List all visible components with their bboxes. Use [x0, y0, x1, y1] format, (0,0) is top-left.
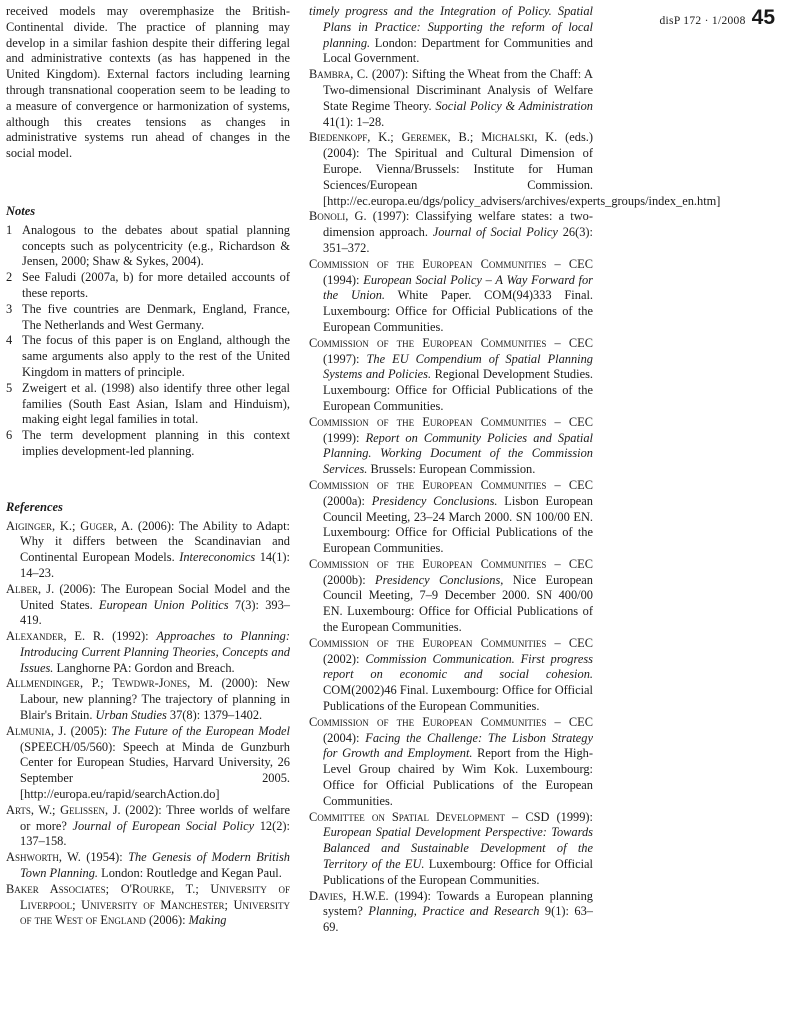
reference-source: Lisbon European Council Meeting, 23–24 March 2000. SN 100/00 EN. Luxembourg: Office for Official Publications of the European Communities.	[323, 493, 593, 556]
reference-entry	[6, 676, 290, 723]
reference-title: European Spatial Development Perspective: Towards Balanced and Sustainable Development of the Territory of the EU.	[323, 825, 593, 872]
reference-title: Presidency Conclusions.	[371, 493, 498, 508]
reference-source: 26(3): 351–372.	[323, 225, 593, 255]
reference-details: – CEC (1994):	[323, 256, 593, 287]
note-number: 3	[6, 301, 13, 316]
note-text: See Faludi (2007a, b) for more detailed accounts of these reports.	[22, 270, 290, 300]
journal-issue: disP 172 · 1/2008	[659, 15, 746, 27]
reference-title: The Genesis of Modern British Town Planning.	[20, 850, 290, 881]
notes-section	[6, 204, 290, 460]
reference-authors: Aiginger, K.; Guger, A.	[6, 518, 134, 533]
reference-title: Presidency Conclusions,	[375, 572, 504, 587]
reference-entry	[309, 557, 593, 636]
reference-authors: Commission of the European Communities	[309, 556, 547, 571]
reference-source: COM(2002)46 Final. Luxembourg: Office for Official Publications of the European Communities.	[323, 683, 593, 714]
reference-entry	[309, 67, 593, 130]
reference-authors: Alexander, E. R.	[6, 629, 105, 644]
reference-authors: Commission of the European Communities	[309, 477, 547, 492]
reference-authors: Alber, J.	[6, 581, 55, 596]
reference-source: (SPEECH/05/560): Speech at Minda de Gunzburh Center for European Studies, Harvard University, 26 September 2005. [http://europa.eu/rapid/searchAction.do]	[20, 739, 290, 802]
reference-authors: Ashworth, W.	[6, 850, 81, 865]
reference-authors: Commission of the European Communities	[309, 714, 547, 729]
reference-entry	[309, 4, 593, 67]
reference-details: (1994): Towards a European planning system?	[323, 888, 593, 919]
reference-authors: Bonoli, G.	[309, 209, 367, 224]
reference-authors: Baker Associates; O'Rourke, T.; University of Liverpool; University of Manchester; University of the West of England	[6, 881, 290, 928]
references-list-left	[6, 519, 290, 930]
reference-details: (1997): Classifying welfare states: a two-dimension approach.	[323, 209, 593, 240]
page-number: 45	[751, 6, 775, 29]
reference-title: Social Policy & Administration	[435, 98, 593, 113]
reference-source: Brussels: European Commission.	[367, 462, 536, 477]
reference-title: Intereconomics	[179, 550, 256, 565]
reference-source: 14(1): 14–23.	[20, 550, 290, 580]
note-item	[6, 428, 290, 460]
reference-entry	[309, 130, 721, 209]
reference-source: 37(8): 1379–1402.	[166, 708, 263, 723]
reference-entry	[309, 715, 593, 810]
reference-title: Journal of Social Policy	[432, 225, 558, 240]
reference-authors: Arts, W.; Gelissen, J.	[6, 802, 121, 817]
reference-title: Approaches to Planning: Introducing Current Planning Theories, Concepts and Issues.	[20, 629, 291, 675]
reference-source: 12(2): 137–158.	[20, 818, 290, 849]
references-heading: References	[6, 499, 63, 514]
reference-entry	[309, 257, 593, 336]
reference-source: Report from the High-Level Group chaired by Wim Kok. Luxembourg: Office for Official Publications of the European Communities.	[323, 746, 593, 808]
note-item	[6, 223, 290, 270]
reference-authors: Almunia, J.	[6, 723, 67, 738]
reference-authors: Allmendinger, P.; Tewdwr-Jones, M.	[6, 676, 213, 691]
reference-entry	[309, 810, 593, 889]
note-item	[6, 302, 290, 334]
reference-details: – CEC (2000a):	[323, 477, 593, 508]
note-text: Analogous to the debates about spatial planning concepts such as polycentricity (e.g., Richardson & Jensen, 2000; Shaw & Sykes, 2004).	[22, 222, 290, 269]
running-header	[660, 6, 776, 30]
body-paragraph: received models may overemphasize the British-Continental divide. The practice of planning may develop in a similar fashion despite their differing legal and administrative contexts (as has happened in the United Kingdom). External factors including learning through transnational cooperation seem to be leading to a measure of convergence or harmonization of systems, although this creates tensions as changes in administrative systems run ahead of changes in the social model.	[6, 4, 290, 161]
left-column	[6, 4, 290, 929]
reference-entry	[6, 850, 290, 882]
reference-title: European Social Policy – A Way Forward for the Union.	[323, 272, 594, 303]
reference-title: Planning, Practice and Research	[368, 904, 540, 919]
reference-authors: Committee on Spatial Development	[309, 809, 505, 824]
note-text: Zweigert et al. (1998) also identify three other legal families (South East Asian, Islam and Hinduism), making eight legal families in total.	[22, 380, 290, 427]
note-item	[6, 270, 290, 302]
reference-source: White Paper. COM(94)333 Final. Luxembourg: Office for Official Publications of the European Communities.	[323, 288, 593, 334]
reference-source: Langhorne PA: Gordon and Breach.	[53, 660, 235, 675]
reference-entry	[309, 889, 593, 936]
reference-title: Urban Studies	[95, 708, 167, 723]
reference-entry	[309, 336, 593, 415]
reference-title: The Future of the European Model	[111, 723, 291, 738]
reference-entry	[6, 882, 290, 929]
reference-authors: Commission of the European Communities	[309, 335, 547, 350]
reference-title: timely progress and the Integration of Policy. Spatial Plans in Practice: Supporting the reform of local planning.	[309, 4, 593, 50]
reference-title: European Union Politics	[98, 597, 229, 612]
reference-details: – CEC (1999):	[323, 414, 593, 445]
reference-details: – CEC (2004):	[323, 714, 593, 745]
reference-authors: Commission of the European Communities	[309, 414, 547, 429]
note-number: 6	[6, 428, 13, 443]
reference-source: 41(1): 1–28.	[323, 114, 385, 129]
note-text: The term development planning in this context implies development-led planning.	[22, 428, 290, 458]
reference-entry	[309, 415, 593, 478]
reference-details: (1992):	[104, 629, 157, 644]
reference-source: London: Department for Communities and Local Government.	[323, 35, 593, 66]
reference-entry	[309, 636, 593, 715]
reference-details: (2002): Three worlds of welfare or more?	[20, 802, 290, 833]
reference-entry	[6, 629, 290, 676]
reference-source: London: Routledge and Kegan Paul.	[98, 866, 282, 881]
reference-details: (eds.) (2004): The Spiritual and Cultural Dimension of Europe. Vienna/Brussels: Institute for Human Sciences/European Commission. [http://ec.europa.eu/dgs/policy_advisers/archives/experts_groups/index_en.htm]	[323, 130, 721, 208]
reference-source: 7(3): 393–419.	[20, 597, 290, 628]
reference-authors: Davies, H.W.E.	[309, 888, 389, 903]
note-item	[6, 333, 290, 380]
reference-details: (2006): The Ability to Adapt: Why it differs between the Scandinavian and Continental European Models.	[20, 518, 291, 565]
reference-details: – CEC (2002):	[323, 635, 593, 666]
reference-source: Luxembourg: Office for Official Publications of the European Communities.	[323, 857, 593, 887]
reference-details: (2006): The European Social Model and the United States.	[20, 581, 290, 612]
reference-source: Regional Development Studies. Luxembourg: Office for Official Publications of the European Communities.	[323, 367, 593, 413]
reference-details: (2000): New Labour, new planning? The trajectory of planning in Blair's Britain.	[20, 676, 290, 723]
reference-authors: Bambra, C.	[309, 67, 369, 82]
reference-details: (2007): Sifting the Wheat from the Chaff: A Two-dimensional Discriminant Analysis of Welfare State Regime Theory.	[323, 67, 593, 113]
reference-details: – CEC (1997):	[323, 335, 593, 366]
note-number: 4	[6, 333, 13, 348]
reference-details: (1954):	[80, 850, 129, 865]
reference-entry	[6, 519, 290, 582]
reference-authors: Commission of the European Communities	[309, 635, 547, 650]
reference-title: Report on Community Policies and Spatial Planning. Working Document of the Commission Services.	[323, 430, 593, 477]
reference-source: Nice European Council Meeting, 7–9 December 2000. SN 400/00 EN. Luxembourg: Office for Official Publications of the European Communities.	[323, 572, 593, 635]
reference-entry	[6, 582, 290, 629]
reference-details: – CEC (2000b):	[323, 556, 593, 587]
reference-entry	[6, 803, 290, 850]
note-number: 1	[6, 222, 13, 237]
reference-entry	[309, 478, 593, 557]
reference-authors: Biedenkopf, K.; Geremek, B.; Michalski, K.	[309, 130, 558, 145]
reference-title: Facing the Challenge: The Lisbon Strategy for Growth and Employment.	[323, 730, 593, 761]
reference-authors: Commission of the European Communities	[309, 256, 547, 271]
note-number: 2	[6, 270, 13, 285]
notes-list	[6, 223, 290, 460]
reference-title: Making	[188, 913, 227, 928]
note-item	[6, 381, 290, 428]
note-text: The five countries are Denmark, England, France, The Netherlands and West Germany.	[22, 301, 290, 332]
reference-title: Journal of European Social Policy	[72, 818, 255, 833]
reference-details: – CSD (1999):	[504, 809, 593, 824]
notes-heading: Notes	[6, 203, 36, 218]
reference-source: 9(1): 63–69.	[323, 904, 593, 935]
reference-entry	[309, 209, 593, 256]
reference-details: (2005):	[66, 723, 112, 738]
note-text: The focus of this paper is on England, although the same arguments also apply to the rest of the United Kingdom in matters of principle.	[22, 333, 290, 379]
references-section	[6, 500, 290, 930]
reference-title: The EU Compendium of Spatial Planning Systems and Policies.	[323, 351, 593, 382]
reference-details: (2006):	[145, 913, 189, 928]
note-number: 5	[6, 380, 13, 395]
reference-entry	[6, 724, 290, 803]
reference-title: Commission Communication. First progress report on economic and social cohesion.	[323, 651, 593, 682]
